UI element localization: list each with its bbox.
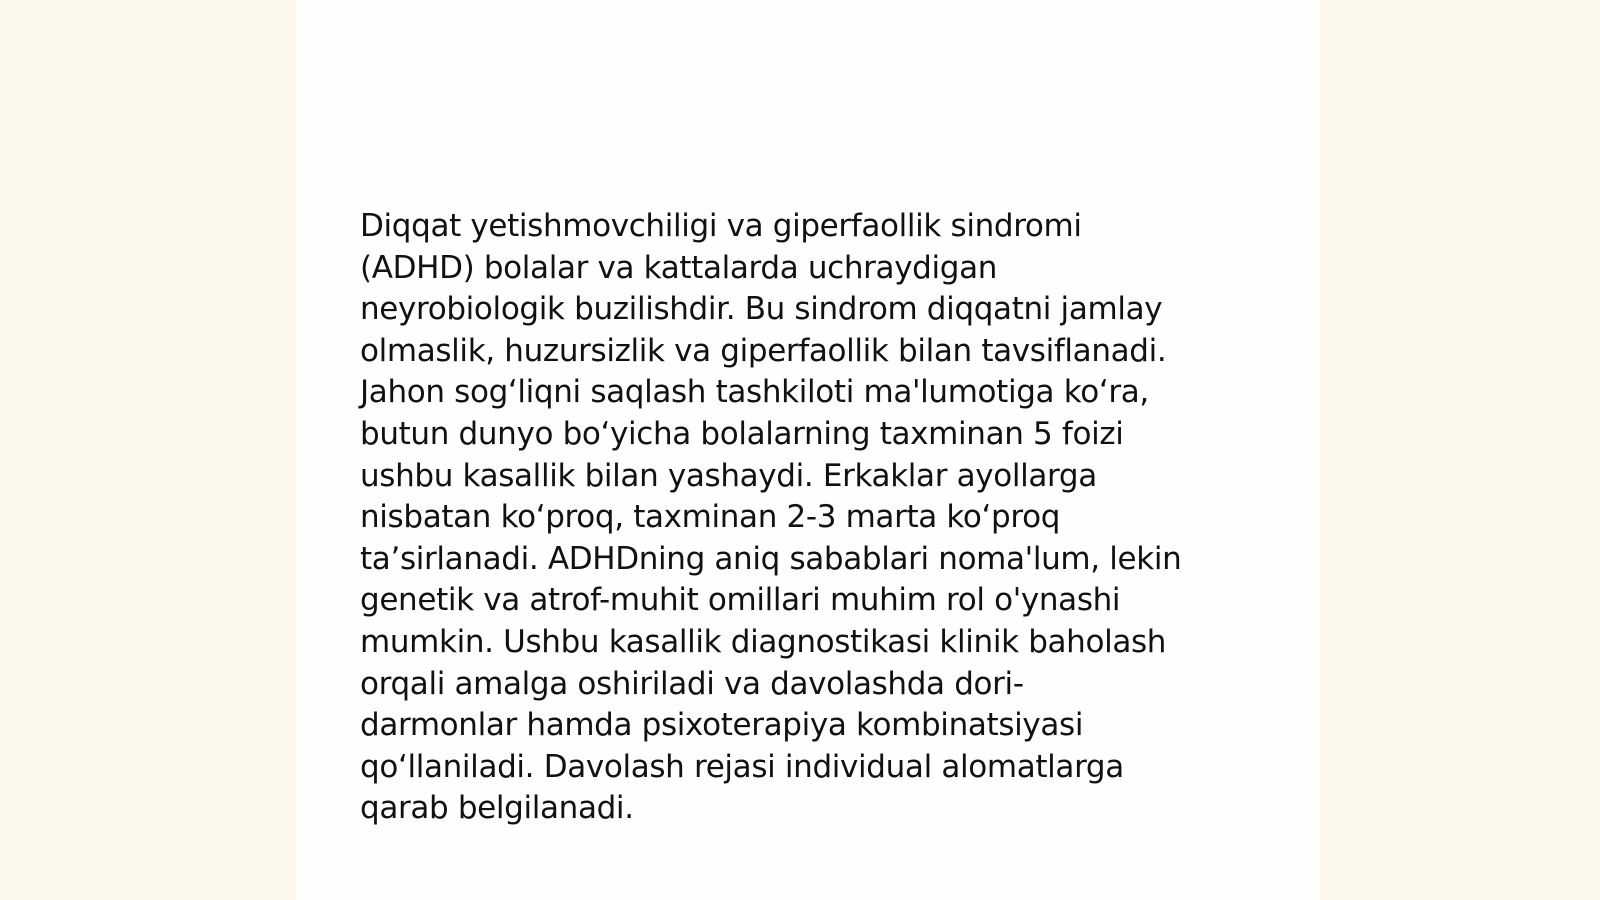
paragraph-line: butun dunyo bo‘yicha bolalarning taxminan 5 foizi <box>360 415 1124 452</box>
paragraph-line: qarab belgilanadi. <box>360 790 634 827</box>
paragraph-line: olmaslik, huzursizlik va giperfaollik bilan tavsiflanadi. <box>360 332 1167 369</box>
document-page <box>296 0 1320 900</box>
paragraph-line: qo‘llaniladi. Davolash rejasi individual alomatlarga <box>360 748 1124 785</box>
paragraph-line: nisbatan ko‘proq, taxminan 2-3 marta ko‘proq <box>360 499 1061 536</box>
paragraph-line: genetik va atrof-muhit omillari muhim rol o'ynashi <box>360 582 1121 619</box>
paragraph-line: neyrobiologik buzilishdir. Bu sindrom diqqatni jamlay <box>360 291 1163 328</box>
paragraph-line: ta’sirlanadi. ADHDning aniq sabablari noma'lum, lekin <box>360 540 1182 577</box>
paragraph-line: Jahon sog‘liqni saqlash tashkiloti ma'lumotiga ko‘ra, <box>360 374 1149 411</box>
paragraph-line: orqali amalga oshiriladi va davolashda dori- <box>360 665 1024 702</box>
body-paragraph <box>360 206 1260 830</box>
paragraph-line: mumkin. Ushbu kasallik diagnostikasi klinik baholash <box>360 623 1167 660</box>
paragraph-line: darmonlar hamda psixoterapiya kombinatsiyasi <box>360 707 1084 744</box>
paragraph-line: (ADHD) bolalar va kattalarda uchraydigan <box>360 249 998 286</box>
paragraph-line: ushbu kasallik bilan yashaydi. Erkaklar ayollarga <box>360 457 1097 494</box>
paragraph-line: Diqqat yetishmovchiligi va giperfaollik sindromi <box>360 208 1082 244</box>
